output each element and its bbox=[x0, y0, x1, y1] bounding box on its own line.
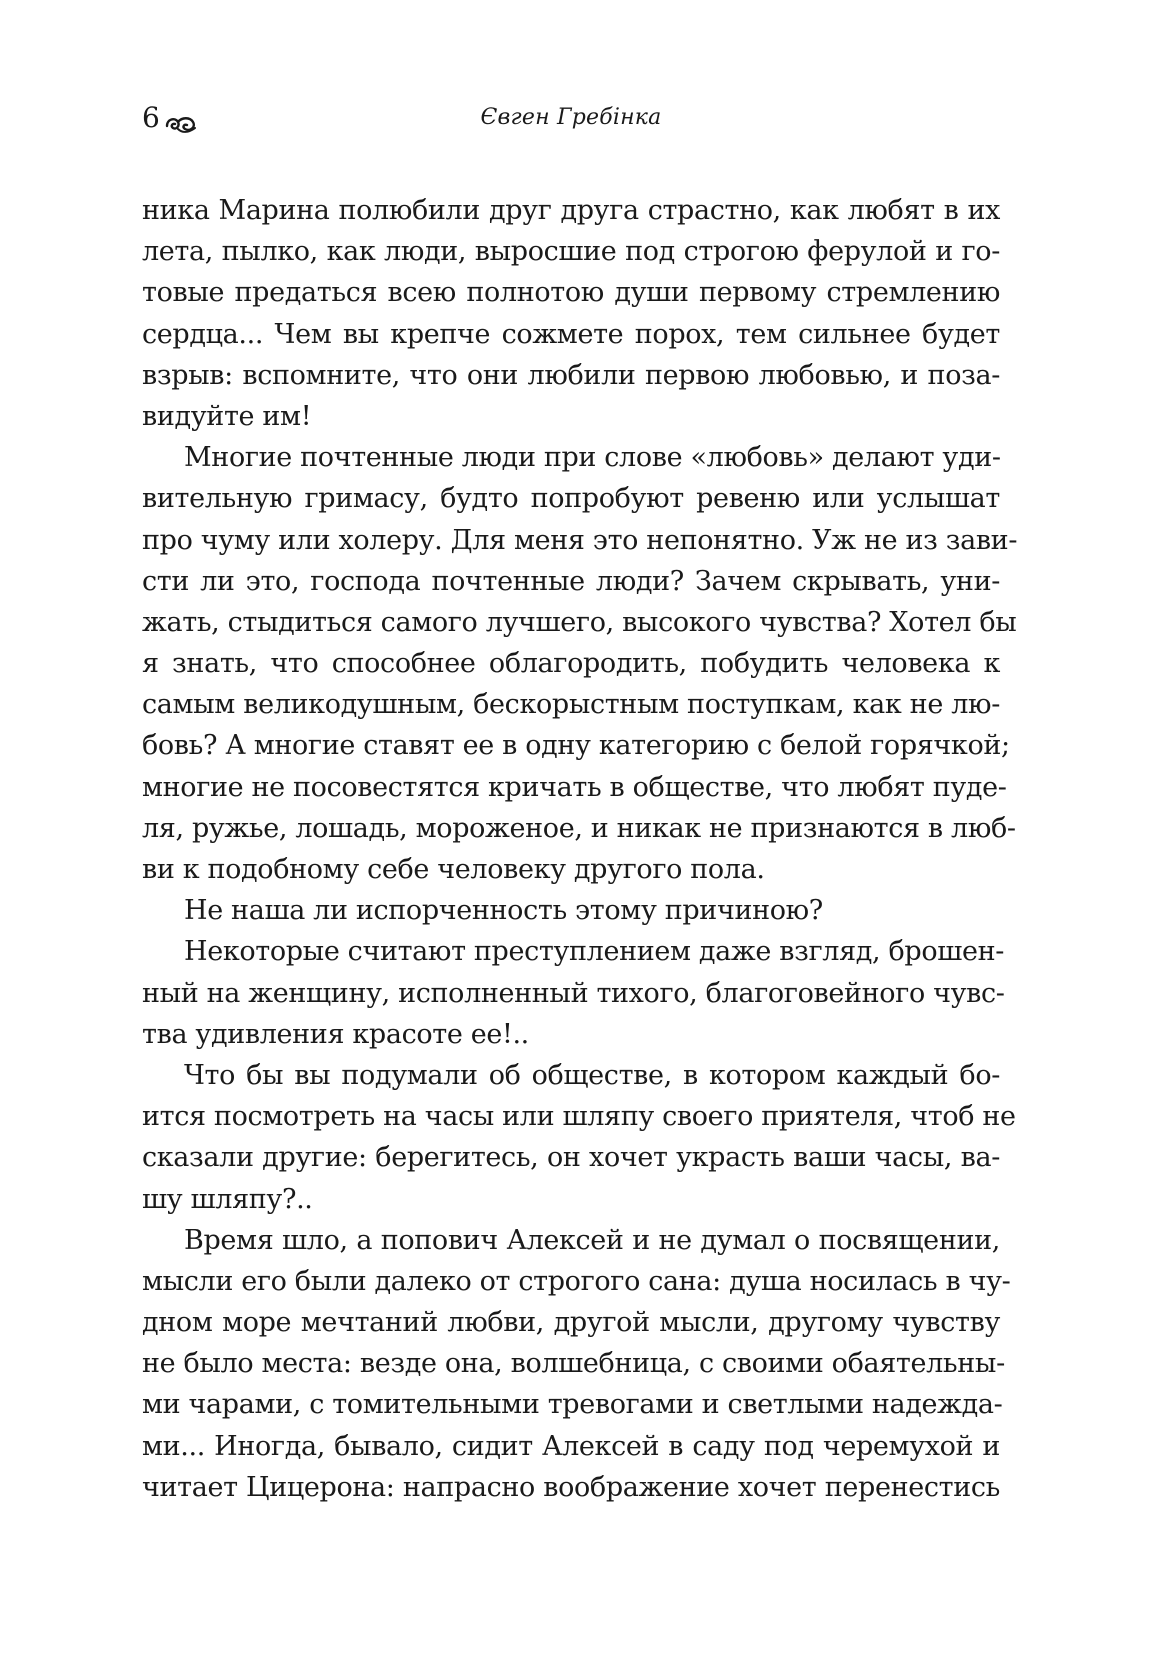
text-line: сказали другие: берегитесь, он хочет украсть ваши часы, ва- bbox=[142, 1142, 1000, 1174]
text-line: мысли его были далеко от строгого сана: душа носилась в чу- bbox=[142, 1265, 1011, 1297]
text-line: Время шло, а попович Алексей и не думал о посвящении, bbox=[184, 1224, 1000, 1256]
text-line: ится посмотреть на часы или шляпу своего приятеля, чтоб не bbox=[142, 1101, 1016, 1133]
text-line: сердца... Чем вы крепче сожмете порох, тем сильнее будет bbox=[142, 318, 1000, 350]
page-number: 6 bbox=[142, 101, 160, 134]
text-line: самым великодушным, бескорыстным поступкам, как не лю- bbox=[142, 689, 1000, 721]
text-line: многие не посовестятся кричать в обществе, что любят пуде- bbox=[142, 771, 1007, 803]
text-line: вительную гримасу, будто попробуют ревеню или услышат bbox=[142, 483, 1000, 515]
text-line: ви к подобному себе человеку другого пола. bbox=[142, 854, 765, 885]
text-line: не было места: везде она, волшебница, с своими обаятельны- bbox=[142, 1348, 1005, 1380]
text-line: ля, ружье, лошадь, мороженое, и никак не признаются в люб- bbox=[142, 812, 1016, 844]
text-line: сти ли это, господа почтенные люди? Зачем скрывать, уни- bbox=[142, 565, 1000, 597]
text-line: шу шляпу?.. bbox=[142, 1183, 313, 1215]
text-line: ми... Иногда, бывало, сидит Алексей в саду под черемухой и bbox=[142, 1430, 1000, 1462]
text-line: Многие почтенные люди при слове «любовь» делают уди- bbox=[184, 442, 1001, 474]
text-line: читает Цицерона: напрасно воображение хочет перенестись bbox=[142, 1471, 1000, 1503]
text-line: я знать, что способнее облагородить, побудить человека к bbox=[142, 648, 1000, 680]
text-line: лета, пылко, как люди, выросшие под строгою ферулой и го- bbox=[142, 236, 1000, 268]
text-line: ника Марина полюбили друг друга страстно, как любят в их bbox=[142, 195, 1000, 226]
text-line: Некоторые считают преступлением даже взгляд, брошен- bbox=[184, 936, 1005, 968]
text-line: ми чарами, с томительными тревогами и светлыми надежда- bbox=[142, 1389, 1003, 1421]
text-line: про чуму или холеру. Для меня это непонятно. Уж не из зави- bbox=[142, 524, 1018, 556]
text-line: товые предаться всею полнотою души первому стремлению bbox=[142, 277, 1000, 309]
text-line: бовь? А многие ставят ее в одну категорию с белой горячкой; bbox=[142, 730, 1010, 762]
body-text bbox=[142, 190, 1018, 1508]
text-line: взрыв: вспомните, что они любили первою любовью, и поза- bbox=[142, 359, 1000, 391]
text-line: дном море мечтаний любви, другой мысли, другому чувству bbox=[142, 1307, 1000, 1339]
text-line: Не наша ли испорченность этому причиною? bbox=[184, 895, 823, 927]
text-line: видуйте им! bbox=[142, 400, 312, 432]
page-header bbox=[142, 98, 1000, 138]
text-line: Что бы вы подумали об обществе, в котором каждый бо- bbox=[184, 1059, 1000, 1091]
text-line: тва удивления красоте ее!.. bbox=[142, 1018, 529, 1050]
text-line: ный на женщину, исполненный тихого, благоговейного чувс- bbox=[142, 977, 1005, 1009]
running-title: Євген Гребінка bbox=[480, 105, 662, 130]
text-line: жать, стыдиться самого лучшего, высокого чувства? Хотел бы bbox=[142, 606, 1017, 638]
